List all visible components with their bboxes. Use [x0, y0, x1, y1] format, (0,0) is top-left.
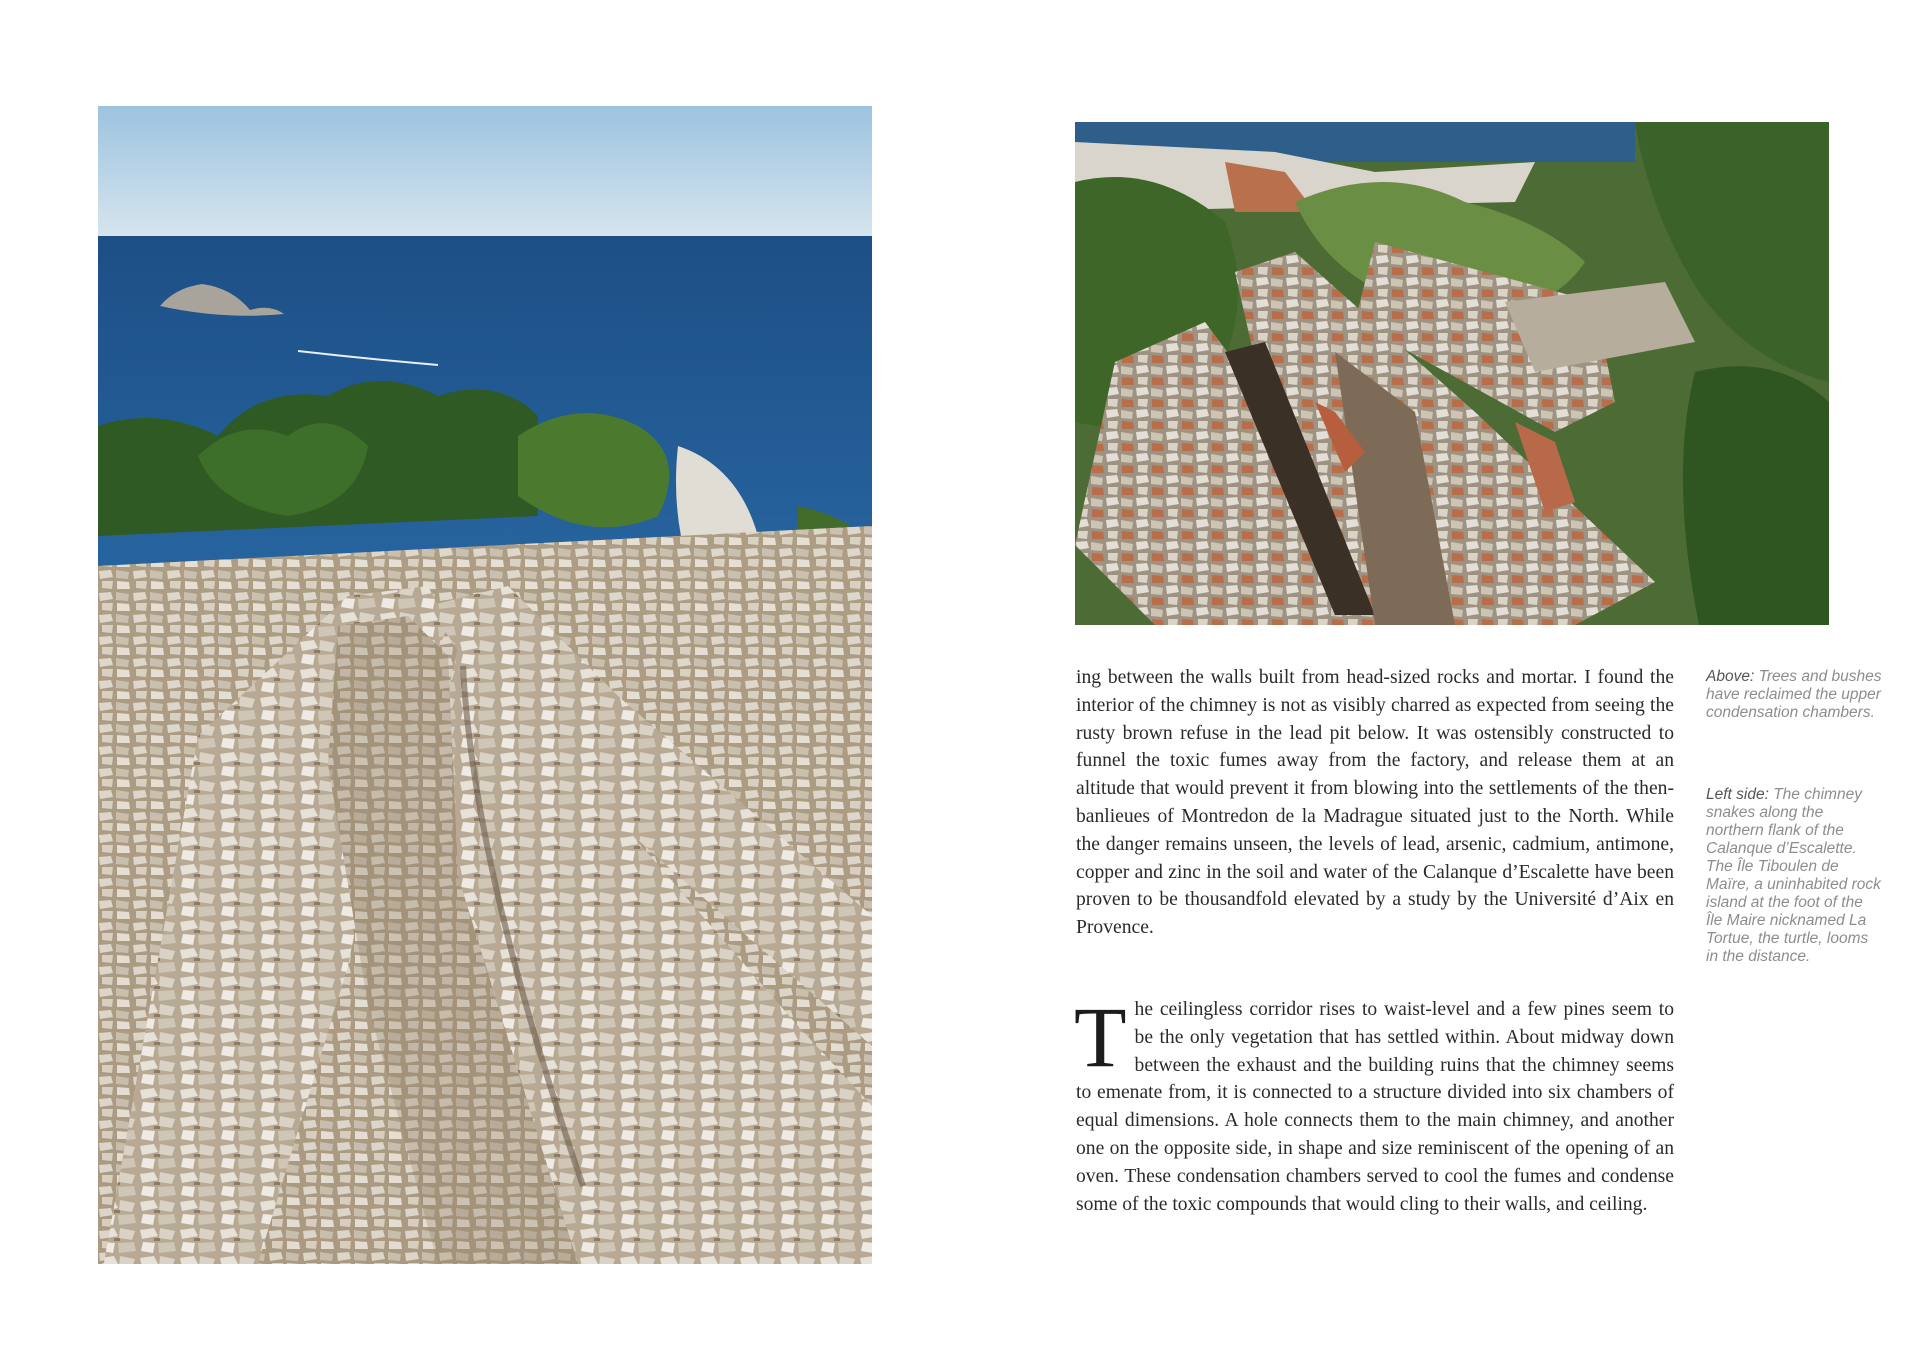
caption-above-label: Above:: [1706, 668, 1755, 685]
photo-chimney-sea-view-image: [98, 106, 872, 1264]
caption-left-side: [1706, 786, 1882, 966]
photo-chimney-sea-view: [98, 106, 872, 1264]
caption-left-text: The chimney snakes along the northern flank of the Calanque d’Escalette. The Île Tiboulen de Maïre, a uninhabited rock island at the foot of the Île Maire nicknamed La Tortue, the turtle, looms in the distance.: [1706, 786, 1881, 965]
photo-condensation-chambers: [1075, 122, 1829, 625]
body-paragraph-2: [1074, 989, 1674, 1218]
body-paragraph-2-text: he ceilingless corridor rises to waist-level and a few pines seem to be the only vegetation that has settled within. About midway down between the exhaust and the building ruins that the chimney seems to emenate from, it is connected to a structure divided into six chambers of equal dimensions. A hole connects them to the main chimney, and another one on the opposite side, in shape and size reminiscent of the opening of an oven. These condensation chambers served to cool the fumes and condense some of the toxic compounds that would cling to their walls, and ceiling.: [1076, 999, 1674, 1215]
drop-cap: T: [1074, 989, 1127, 1085]
photo-condensation-chambers-image: [1075, 122, 1829, 625]
caption-above-text: Trees and bushes have reclaimed the upper condensation chambers.: [1706, 668, 1882, 721]
body-paragraph-1: ing between the walls built from head-sized rocks and mortar. I found the interior of the chimney is not as visibly charred as expected from seeing the rusty brown refuse in the lead pit below. It was ostensibly constructed to funnel the toxic fumes away from the factory, and release them at an altitude that would prevent it from blowing into the settlements of the then-banlieues of Montredon de la Madrague situated just to the North. While the danger remains unseen, the levels of lead, arsenic, cadmium, antimone, copper and zinc in the soil and water of the Calanque d’Escalette have been proven to be thousandfold elevated by a study by the Université d’Aix en Provence.: [1076, 667, 1674, 939]
caption-above: [1706, 668, 1882, 722]
caption-left-label: Left side:: [1706, 786, 1769, 803]
